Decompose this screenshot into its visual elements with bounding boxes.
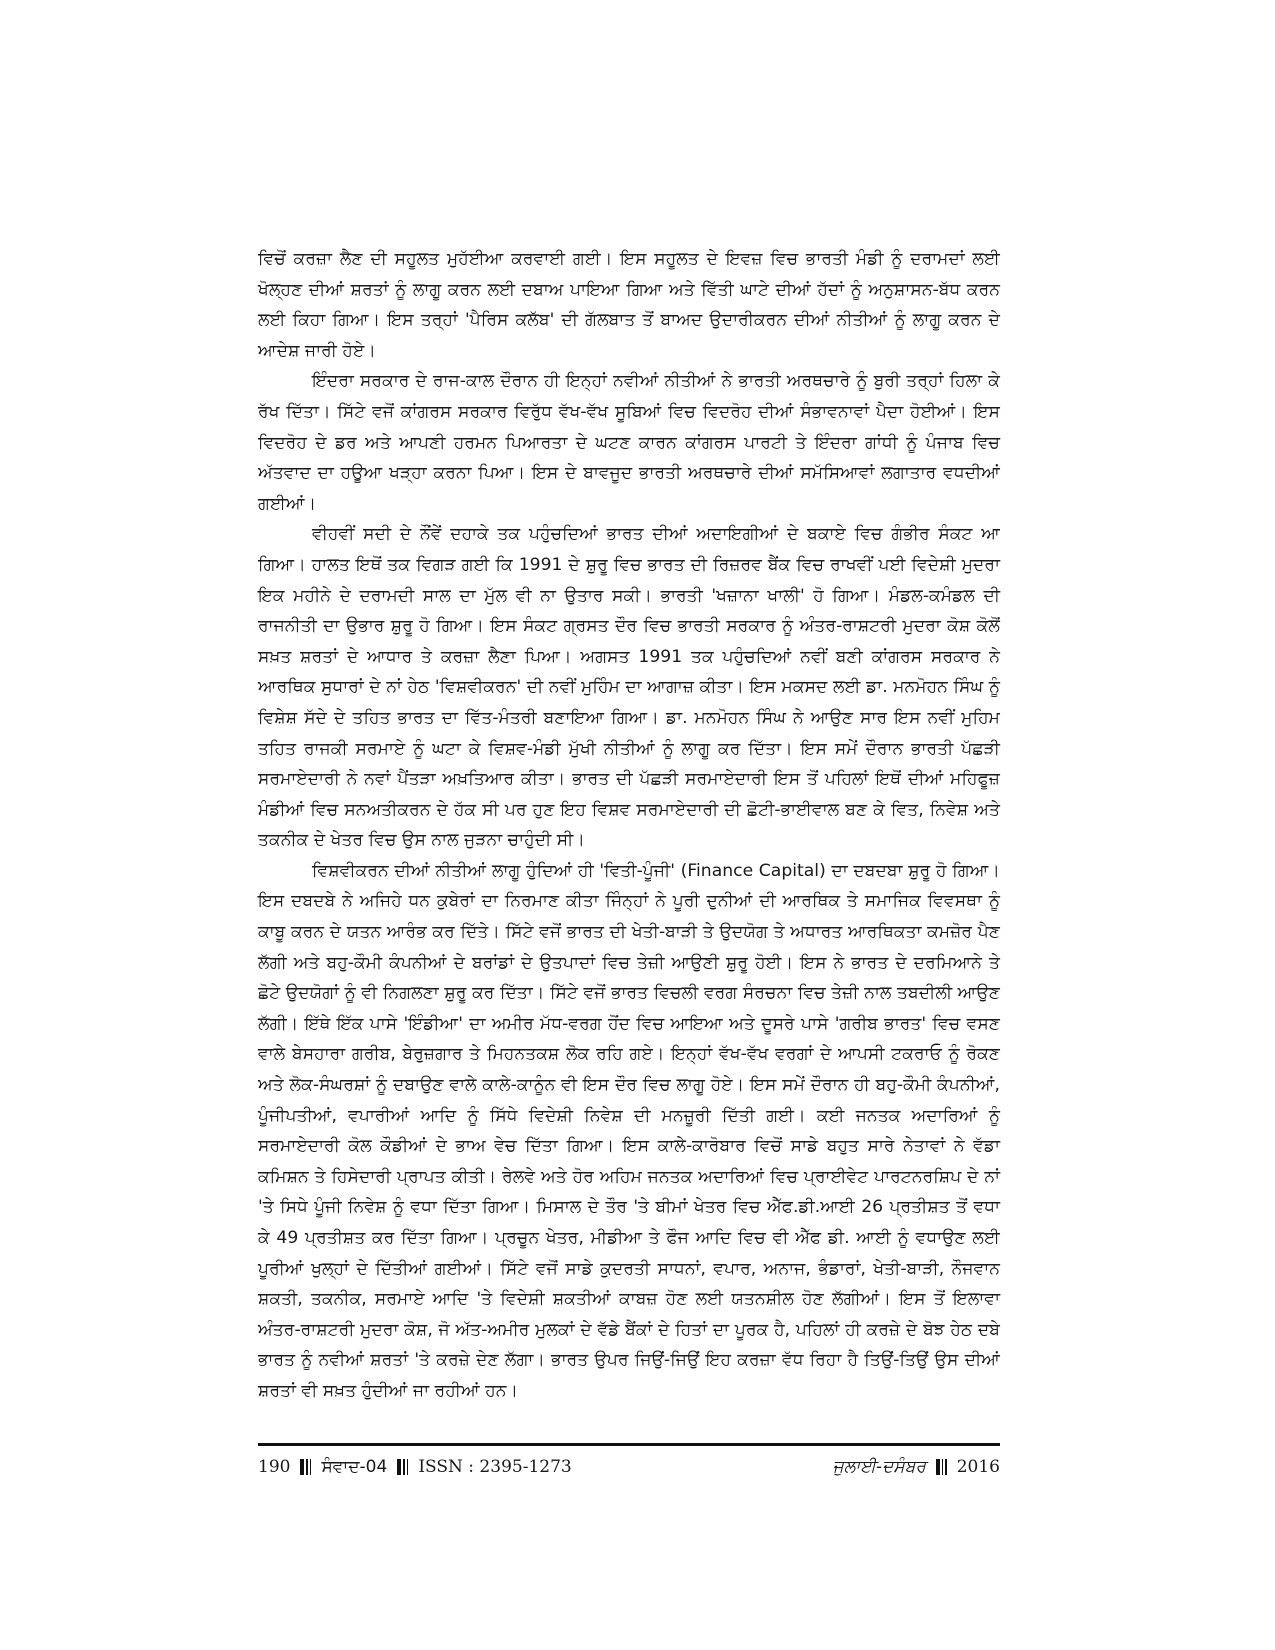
page-number: 190 — [258, 1457, 291, 1477]
separator-icon — [300, 1459, 311, 1475]
separator-icon — [397, 1459, 408, 1475]
paragraph-2: ਇੰਦਰਾ ਸਰਕਾਰ ਦੇ ਰਾਜ-ਕਾਲ ਦੌਰਾਨ ਹੀ ਇਨ੍ਹਾਂ ਨਵੀਆਂ ਨੀਤੀਆਂ ਨੇ ਭਾਰਤੀ ਅਰਥਚਾਰੇ ਨੂੰ ਬੁਰੀ ਤਰ੍ਹਾਂ ਹਿਲਾ ਕੇ ਰੱਖ ਦਿੱਤਾ। ਸਿੱਟੇ ਵਜੋਂ ਕਾਂਗਰਸ ਸਰਕਾਰ ਵਿਰੁੱਧ ਵੱਖ-ਵੱਖ ਸੂਬਿਆਂ ਵਿਚ ਵਿਦਰੋਹ ਦੀਆਂ ਸੰਭਾਵਨਾਵਾਂ ਪੈਦਾ ਹੋਈਆਂ। ਇਸ ਵਿਦਰੋਹ ਦੇ ਡਰ ਅਤੇ ਆਪਣੀ ਹਰਮਨ ਪਿਆਰਤਾ ਦੇ ਘਟਣ ਕਾਰਨ ਕਾਂਗਰਸ ਪਾਰਟੀ ਤੇ ਇੰਦਰਾ ਗਾਂਧੀ ਨੂੰ ਪੰਜਾਬ ਵਿਚ ਅੱਤਵਾਦ ਦਾ ਹਊਆ ਖੜ੍ਹਾ ਕਰਨਾ ਪਿਆ। ਇਸ ਦੇ ਬਾਵਜੂਦ ਭਾਰਤੀ ਅਰਥਚਾਰੇ ਦੀਆਂ ਸਮੱਸਿਆਵਾਂ ਲਗਾਤਾਰ ਵਧਦੀਆਂ ਗਈਆਂ। — [258, 371, 1000, 514]
footer-rule — [258, 1443, 1000, 1446]
separator-icon — [936, 1459, 947, 1475]
article-body — [258, 244, 1000, 1407]
footer-left — [258, 1457, 572, 1477]
page-footer — [258, 1450, 1000, 1484]
issue-period: ਜੁਲਾਈ-ਦਸੰਬਰ — [832, 1457, 926, 1477]
issue-year: 2016 — [956, 1457, 1000, 1477]
paragraph-3: ਵੀਹਵੀਂ ਸਦੀ ਦੇ ਨੌਂਵੇਂ ਦਹਾਕੇ ਤਕ ਪਹੁੰਚਦਿਆਂ ਭਾਰਤ ਦੀਆਂ ਅਦਾਇਗੀਆਂ ਦੇ ਬਕਾਏ ਵਿਚ ਗੰਭੀਰ ਸੰਕਟ ਆ ਗਿਆ। ਹਾਲਤ ਇਥੋਂ ਤਕ ਵਿਗੜ ਗਈ ਕਿ 1991 ਦੇ ਸ਼ੁਰੂ ਵਿਚ ਭਾਰਤ ਦੀ ਰਿਜ਼ਰਵ ਬੈਂਕ ਵਿਚ ਰਾਖਵੀਂ ਪਈ ਵਿਦੇਸ਼ੀ ਮੁਦਰਾ ਇਕ ਮਹੀਨੇ ਦੇ ਦਰਾਮਦੀ ਸਾਲ ਦਾ ਮੁੱਲ ਵੀ ਨਾ ਉਤਾਰ ਸਕੀ। ਭਾਰਤੀ 'ਖਜ਼ਾਨਾ ਖਾਲੀ' ਹੋ ਗਿਆ। ਮੰਡਲ-ਕਮੰਡਲ ਦੀ ਰਾਜਨੀਤੀ ਦਾ ਉਭਾਰ ਸ਼ੁਰੂ ਹੋ ਗਿਆ। ਇਸ ਸੰਕਟ ਗ੍ਰਸਤ ਦੌਰ ਵਿਚ ਭਾਰਤੀ ਸਰਕਾਰ ਨੂੰ ਅੰਤਰ-ਰਾਸ਼ਟਰੀ ਮੁਦਰਾ ਕੋਸ਼ ਕੋਲੋਂ ਸਖ਼ਤ ਸ਼ਰਤਾਂ ਦੇ ਆਧਾਰ ਤੇ ਕਰਜ਼ਾ ਲੈਣਾ ਪਿਆ। ਅਗਸਤ 1991 ਤਕ ਪਹੁੰਚਦਿਆਂ ਨਵੀਂ ਬਣੀ ਕਾਂਗਰਸ ਸਰਕਾਰ ਨੇ ਆਰਥਿਕ ਸੁਧਾਰਾਂ ਦੇ ਨਾਂ ਹੇਠ 'ਵਿਸ਼ਵੀਕਰਨ' ਦੀ ਨਵੀਂ ਮੁਹਿੰਮ ਦਾ ਆਗਾਜ਼ ਕੀਤਾ। ਇਸ ਮਕਸਦ ਲਈ ਡਾ. ਮਨਮੋਹਨ ਸਿੰਘ ਨੂੰ ਵਿਸ਼ੇਸ਼ ਸੱਦੇ ਦੇ ਤਹਿਤ ਭਾਰਤ ਦਾ ਵਿੱਤ-ਮੰਤਰੀ ਬਣਾਇਆ ਗਿਆ। ਡਾ. ਮਨਮੋਹਨ ਸਿੰਘ ਨੇ ਆਉਣ ਸਾਰ ਇਸ ਨਵੀਂ ਮੁਹਿਮ ਤਹਿਤ ਰਾਜਕੀ ਸਰਮਾਏ ਨੂੰ ਘਟਾ ਕੇ ਵਿਸ਼ਵ-ਮੰਡੀ ਮੁੱਖੀ ਨੀਤੀਆਂ ਨੂੰ ਲਾਗੂ ਕਰ ਦਿੱਤਾ। ਇਸ ਸਮੇਂ ਦੌਰਾਨ ਭਾਰਤੀ ਪੱਛੜੀ ਸਰਮਾਏਦਾਰੀ ਨੇ ਨਵਾਂ ਪੈਂਤੜਾ ਅਖ਼ਤਿਆਰ ਕੀਤਾ। ਭਾਰਤ ਦੀ ਪੱਛੜੀ ਸਰਮਾਏਦਾਰੀ ਇਸ ਤੋਂ ਪਹਿਲਾਂ ਇਥੋਂ ਦੀਆਂ ਮਹਿਫੂਜ਼ ਮੰਡੀਆਂ ਵਿਚ ਸਨਅਤੀਕਰਨ ਦੇ ਹੱਕ ਸੀ ਪਰ ਹੁਣ ਇਹ ਵਿਸ਼ਵ ਸਰਮਾਏਦਾਰੀ ਦੀ ਛੋਟੀ-ਭਾਈਵਾਲ ਬਣ ਕੇ ਵਿਤ, ਨਿਵੇਸ਼ ਅਤੇ ਤਕਨੀਕ ਦੇ ਖੇਤਰ ਵਿਚ ਉਸ ਨਾਲ ਜੁੜਨਾ ਚਾਹੁੰਦੀ ਸੀ। — [258, 524, 1000, 851]
paragraph-4: ਵਿਸ਼ਵੀਕਰਨ ਦੀਆਂ ਨੀਤੀਆਂ ਲਾਗੂ ਹੁੰਦਿਆਂ ਹੀ 'ਵਿਤੀ-ਪੂੰਜੀ' (Finance Capital) ਦਾ ਦਬਦਬਾ ਸ਼ੁਰੂ ਹੋ ਗਿਆ। ਇਸ ਦਬਦਬੇ ਨੇ ਅਜਿਹੇ ਧਨ ਕੁਬੇਰਾਂ ਦਾ ਨਿਰਮਾਣ ਕੀਤਾ ਜਿੰਨ੍ਹਾਂ ਨੇ ਪੂਰੀ ਦੁਨੀਆਂ ਦੀ ਆਰਥਿਕ ਤੇ ਸਮਾਜਿਕ ਵਿਵਸਥਾ ਨੂੰ ਕਾਬੂ ਕਰਨ ਦੇ ਯਤਨ ਆਰੰਭ ਕਰ ਦਿੱਤੇ। ਸਿੱਟੇ ਵਜੋਂ ਭਾਰਤ ਦੀ ਖੇਤੀ-ਬਾੜੀ ਤੇ ਉਦਯੋਗ ਤੇ ਅਧਾਰਤ ਆਰਥਿਕਤਾ ਕਮਜ਼ੋਰ ਪੈਣ ਲੱਗੀ ਅਤੇ ਬਹੁ-ਕੌਮੀ ਕੰਪਨੀਆਂ ਦੇ ਬਰਾਂਡਾਂ ਦੇ ਉਤਪਾਦਾਂ ਵਿਚ ਤੇਜ਼ੀ ਆਉਣੀ ਸ਼ੁਰੂ ਹੋਈ। ਇਸ ਨੇ ਭਾਰਤ ਦੇ ਦਰਮਿਆਨੇ ਤੇ ਛੋਟੇ ਉਦਯੋਗਾਂ ਨੂੰ ਵੀ ਨਿਗਲਣਾ ਸ਼ੁਰੂ ਕਰ ਦਿੱਤਾ। ਸਿੱਟੇ ਵਜੋਂ ਭਾਰਤ ਵਿਚਲੀ ਵਰਗ ਸੰਰਚਨਾ ਵਿਚ ਤੇਜ਼ੀ ਨਾਲ ਤਬਦੀਲੀ ਆਉਣ ਲੱਗੀ। ਇੱਥੇ ਇੱਕ ਪਾਸੇ 'ਇੰਡੀਆ' ਦਾ ਅਮੀਰ ਮੱਧ-ਵਰਗ ਹੋਂਦ ਵਿਚ ਆਇਆ ਅਤੇ ਦੂਸਰੇ ਪਾਸੇ 'ਗਰੀਬ ਭਾਰਤ' ਵਿਚ ਵਸਣ ਵਾਲੇ ਬੇਸਹਾਰਾ ਗਰੀਬ, ਬੇਰੁਜ਼ਗਾਰ ਤੇ ਮਿਹਨਤਕਸ਼ ਲੋਕ ਰਹਿ ਗਏ। ਇਨ੍ਹਾਂ ਵੱਖ-ਵੱਖ ਵਰਗਾਂ ਦੇ ਆਪਸੀ ਟਕਰਾਓ ਨੂੰ ਰੋਕਣ ਅਤੇ ਲੋਕ-ਸੰਘਰਸ਼ਾਂ ਨੂੰ ਦਬਾਉਣ ਵਾਲੇ ਕਾਲੇ-ਕਾਨੂੰਨ ਵੀ ਇਸ ਦੌਰ ਵਿਚ ਲਾਗੂ ਹੋਏ। ਇਸ ਸਮੇਂ ਦੌਰਾਨ ਹੀ ਬਹੁ-ਕੌਮੀ ਕੰਪਨੀਆਂ, ਪੂੰਜੀਪਤੀਆਂ, ਵਪਾਰੀਆਂ ਆਦਿ ਨੂੰ ਸਿੱਧੇ ਵਿਦੇਸ਼ੀ ਨਿਵੇਸ਼ ਦੀ ਮਨਜ਼ੂਰੀ ਦਿੱਤੀ ਗਈ। ਕਈ ਜਨਤਕ ਅਦਾਰਿਆਂ ਨੂੰ ਸਰਮਾਏਦਾਰੀ ਕੋਲ ਕੌਡੀਆਂ ਦੇ ਭਾਅ ਵੇਚ ਦਿੱਤਾ ਗਿਆ। ਇਸ ਕਾਲੇ-ਕਾਰੋਬਾਰ ਵਿਚੋਂ ਸਾਡੇ ਬਹੁਤ ਸਾਰੇ ਨੇਤਾਵਾਂ ਨੇ ਵੱਡਾ ਕਮਿਸ਼ਨ ਤੇ ਹਿਸੇਦਾਰੀ ਪ੍ਰਾਪਤ ਕੀਤੀ। ਰੇਲਵੇ ਅਤੇ ਹੋਰ ਅਹਿਮ ਜਨਤਕ ਅਦਾਰਿਆਂ ਵਿਚ ਪ੍ਰਾਈਵੇਟ ਪਾਰਟਨਰਸ਼ਿਪ ਦੇ ਨਾਂ 'ਤੇ ਸਿਧੇ ਪੂੰਜੀ ਨਿਵੇਸ਼ ਨੂੰ ਵਧਾ ਦਿੱਤਾ ਗਿਆ। ਮਿਸਾਲ ਦੇ ਤੌਰ 'ਤੇ ਬੀਮਾਂ ਖੇਤਰ ਵਿਚ ਐੱਫ.ਡੀ.ਆਈ 26 ਪ੍ਰਤੀਸ਼ਤ ਤੋਂ ਵਧਾ ਕੇ 49 ਪ੍ਰਤੀਸ਼ਤ ਕਰ ਦਿੱਤਾ ਗਿਆ। ਪ੍ਰਚੂਨ ਖੇਤਰ, ਮੀਡੀਆ ਤੇ ਫੌਜ ਆਦਿ ਵਿਚ ਵੀ ਐੱਫ ਡੀ. ਆਈ ਨੂੰ ਵਧਾਉਣ ਲਈ ਪੂਰੀਆਂ ਖੁਲ੍ਹਾਂ ਦੇ ਦਿੱਤੀਆਂ ਗਈਆਂ। ਸਿੱਟੇ ਵਜੋਂ ਸਾਡੇ ਕੁਦਰਤੀ ਸਾਧਨਾਂ, ਵਪਾਰ, ਅਨਾਜ, ਭੰਡਾਰਾਂ, ਖੇਤੀ-ਬਾੜੀ, ਨੌਜਵਾਨ ਸ਼ਕਤੀ, ਤਕਨੀਕ, ਸਰਮਾਏ ਆਦਿ 'ਤੇ ਵਿਦੇਸ਼ੀ ਸ਼ਕਤੀਆਂ ਕਾਬਜ਼ ਹੋਣ ਲਈ ਯਤਨਸ਼ੀਲ ਹੋਣ ਲੱਗੀਆਂ। ਇਸ ਤੋਂ ਇਲਾਵਾ ਅੰਤਰ-ਰਾਸ਼ਟਰੀ ਮੁਦਰਾ ਕੋਸ਼, ਜੋ ਅੱਤ-ਅਮੀਰ ਮੁਲਕਾਂ ਦੇ ਵੱਡੇ ਬੈਂਕਾਂ ਦੇ ਹਿਤਾਂ ਦਾ ਪੂਰਕ ਹੈ, ਪਹਿਲਾਂ ਹੀ ਕਰਜ਼ੇ ਦੇ ਬੋਝ ਹੇਠ ਦਬੇ ਭਾਰਤ ਨੂੰ ਨਵੀਆਂ ਸ਼ਰਤਾਂ 'ਤੇ ਕਰਜ਼ੇ ਦੇਣ ਲੱਗਾ। ਭਾਰਤ ਉਪਰ ਜਿਉਂ-ਜਿਉਂ ਇਹ ਕਰਜ਼ਾ ਵੱਧ ਰਿਹਾ ਹੈ ਤਿਉਂ-ਤਿਉਂ ਉਸ ਦੀਆਂ ਸ਼ਰਤਾਂ ਵੀ ਸਖ਼ਤ ਹੁੰਦੀਆਂ ਜਾ ਰਹੀਆਂ ਹਨ। — [258, 860, 1000, 1401]
footer-right — [833, 1457, 1000, 1477]
journal-name: ਸੰਵਾਦ-04 — [321, 1457, 388, 1477]
issn: ISSN : 2395-1273 — [418, 1457, 572, 1477]
paragraph-1: ਵਿਚੋਂ ਕਰਜ਼ਾ ਲੈਣ ਦੀ ਸਹੂਲਤ ਮੁਹੱਈਆ ਕਰਵਾਈ ਗਈ। ਇਸ ਸਹੂਲਤ ਦੇ ਇਵਜ਼ ਵਿਚ ਭਾਰਤੀ ਮੰਡੀ ਨੂੰ ਦਰਾਮਦਾਂ ਲਈ ਖੋਲ੍ਹਣ ਦੀਆਂ ਸ਼ਰਤਾਂ ਨੂੰ ਲਾਗੂ ਕਰਨ ਲਈ ਦਬਾਅ ਪਾਇਆ ਗਿਆ ਅਤੇ ਵਿੱਤੀ ਘਾਟੇ ਦੀਆਂ ਹੱਦਾਂ ਨੂੰ ਅਨੁਸ਼ਾਸਨ-ਬੱਧ ਕਰਨ ਲਈ ਕਿਹਾ ਗਿਆ। ਇਸ ਤਰ੍ਹਾਂ 'ਪੈਰਿਸ ਕਲੱਬ' ਦੀ ਗੱਲਬਾਤ ਤੋਂ ਬਾਅਦ ਉਦਾਰੀਕਰਨ ਦੀਆਂ ਨੀਤੀਆਂ ਨੂੰ ਲਾਗੂ ਕਰਨ ਦੇ ਆਦੇਸ਼ ਜਾਰੀ ਹੋਏ। — [258, 249, 1000, 361]
